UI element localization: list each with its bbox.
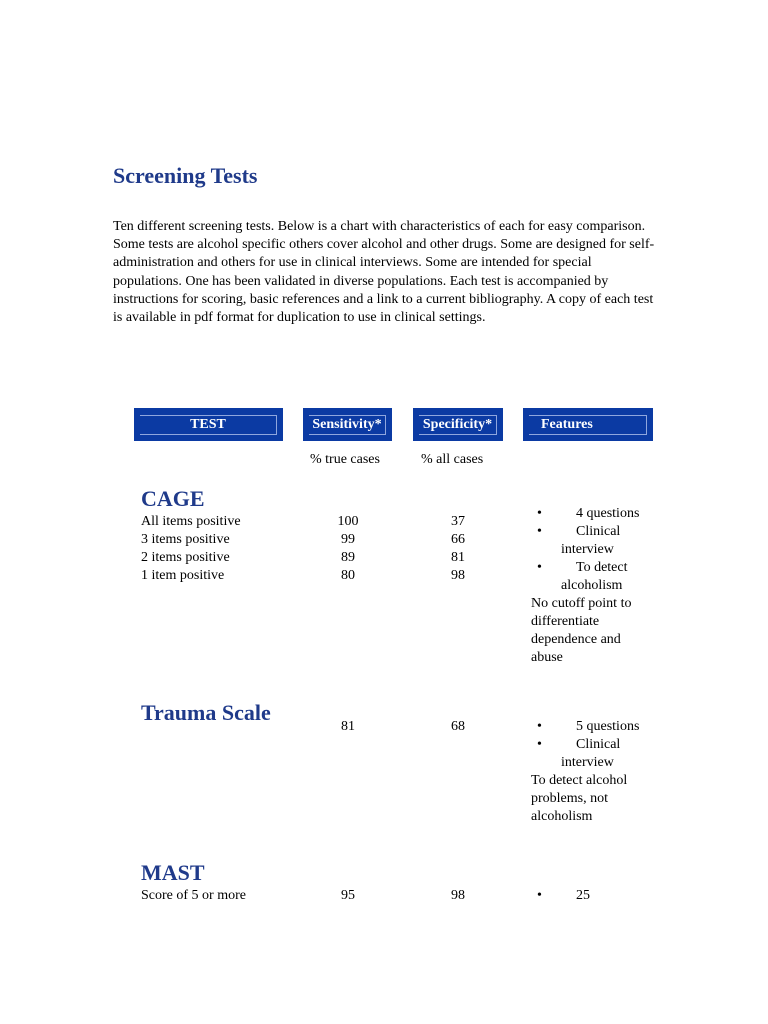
cage-row-label: 1 item positive bbox=[141, 568, 225, 583]
trauma-specificity: 68 bbox=[451, 719, 465, 734]
header-sensitivity bbox=[303, 408, 392, 441]
feature-item: • 25 bbox=[531, 887, 671, 905]
cage-row-sensitivity: 89 bbox=[341, 550, 355, 565]
test-name-cage: CAGE bbox=[141, 486, 205, 511]
header-specificity bbox=[413, 408, 503, 441]
header-features bbox=[523, 408, 653, 441]
test-name-trauma-scale: Trauma Scale bbox=[141, 700, 271, 725]
cage-row-sensitivity: 80 bbox=[341, 568, 355, 583]
feature-item: • 4 questions bbox=[531, 505, 671, 523]
subheader-specificity: % all cases bbox=[421, 452, 484, 467]
feature-item: • To detect alcoholism bbox=[531, 559, 671, 595]
mast-row-sensitivity: 95 bbox=[341, 888, 355, 903]
header-test-label: TEST bbox=[140, 415, 277, 435]
cage-row-label: All items positive bbox=[141, 514, 241, 529]
cage-row-label: 2 items positive bbox=[141, 550, 230, 565]
cage-row-sensitivity: 100 bbox=[337, 514, 359, 529]
trauma-sensitivity: 81 bbox=[341, 719, 355, 734]
cage-row-sensitivity: 99 bbox=[341, 532, 355, 547]
feature-item: • 5 questions bbox=[531, 718, 671, 736]
cage-note: No cutoff point to differentiate dependence and abuse bbox=[531, 596, 632, 665]
cage-row-specificity: 81 bbox=[451, 550, 465, 565]
intro-paragraph: Ten different screening tests. Below is a chart with characteristics of each for easy comparison. Some tests are alcohol specific others cover alcohol and other drugs. Some are designed for self-administration and others for use in clinical interviews. Some are intended for special populations. One has been validated in diverse populations. Each test is accompanied by instructions for scoring, basic references and a link to a current bibliography. A copy of each test is available in pdf format for duplication to use in clinical settings. bbox=[113, 219, 655, 326]
feature-item: • Clinical interview bbox=[531, 736, 671, 772]
feature-item: • Clinical interview bbox=[531, 523, 671, 559]
cage-row-specificity: 66 bbox=[451, 532, 465, 547]
mast-row-label: Score of 5 or more bbox=[141, 888, 246, 903]
header-specificity-label: Specificity* bbox=[419, 415, 497, 435]
mast-features bbox=[531, 887, 671, 905]
cage-row-specificity: 37 bbox=[451, 514, 465, 529]
mast-row-specificity: 98 bbox=[451, 888, 465, 903]
cage-features bbox=[531, 505, 671, 667]
header-sensitivity-label: Sensitivity* bbox=[309, 415, 386, 435]
trauma-features bbox=[531, 718, 671, 826]
page-title: Screening Tests bbox=[113, 163, 258, 188]
trauma-note: To detect alcohol problems, not alcoholism bbox=[531, 773, 628, 824]
header-features-label: Features bbox=[529, 415, 647, 435]
test-name-mast: MAST bbox=[141, 860, 205, 885]
header-test bbox=[134, 408, 283, 441]
cage-row-label: 3 items positive bbox=[141, 532, 230, 547]
cage-row-specificity: 98 bbox=[451, 568, 465, 583]
subheader-sensitivity: % true cases bbox=[310, 452, 380, 467]
